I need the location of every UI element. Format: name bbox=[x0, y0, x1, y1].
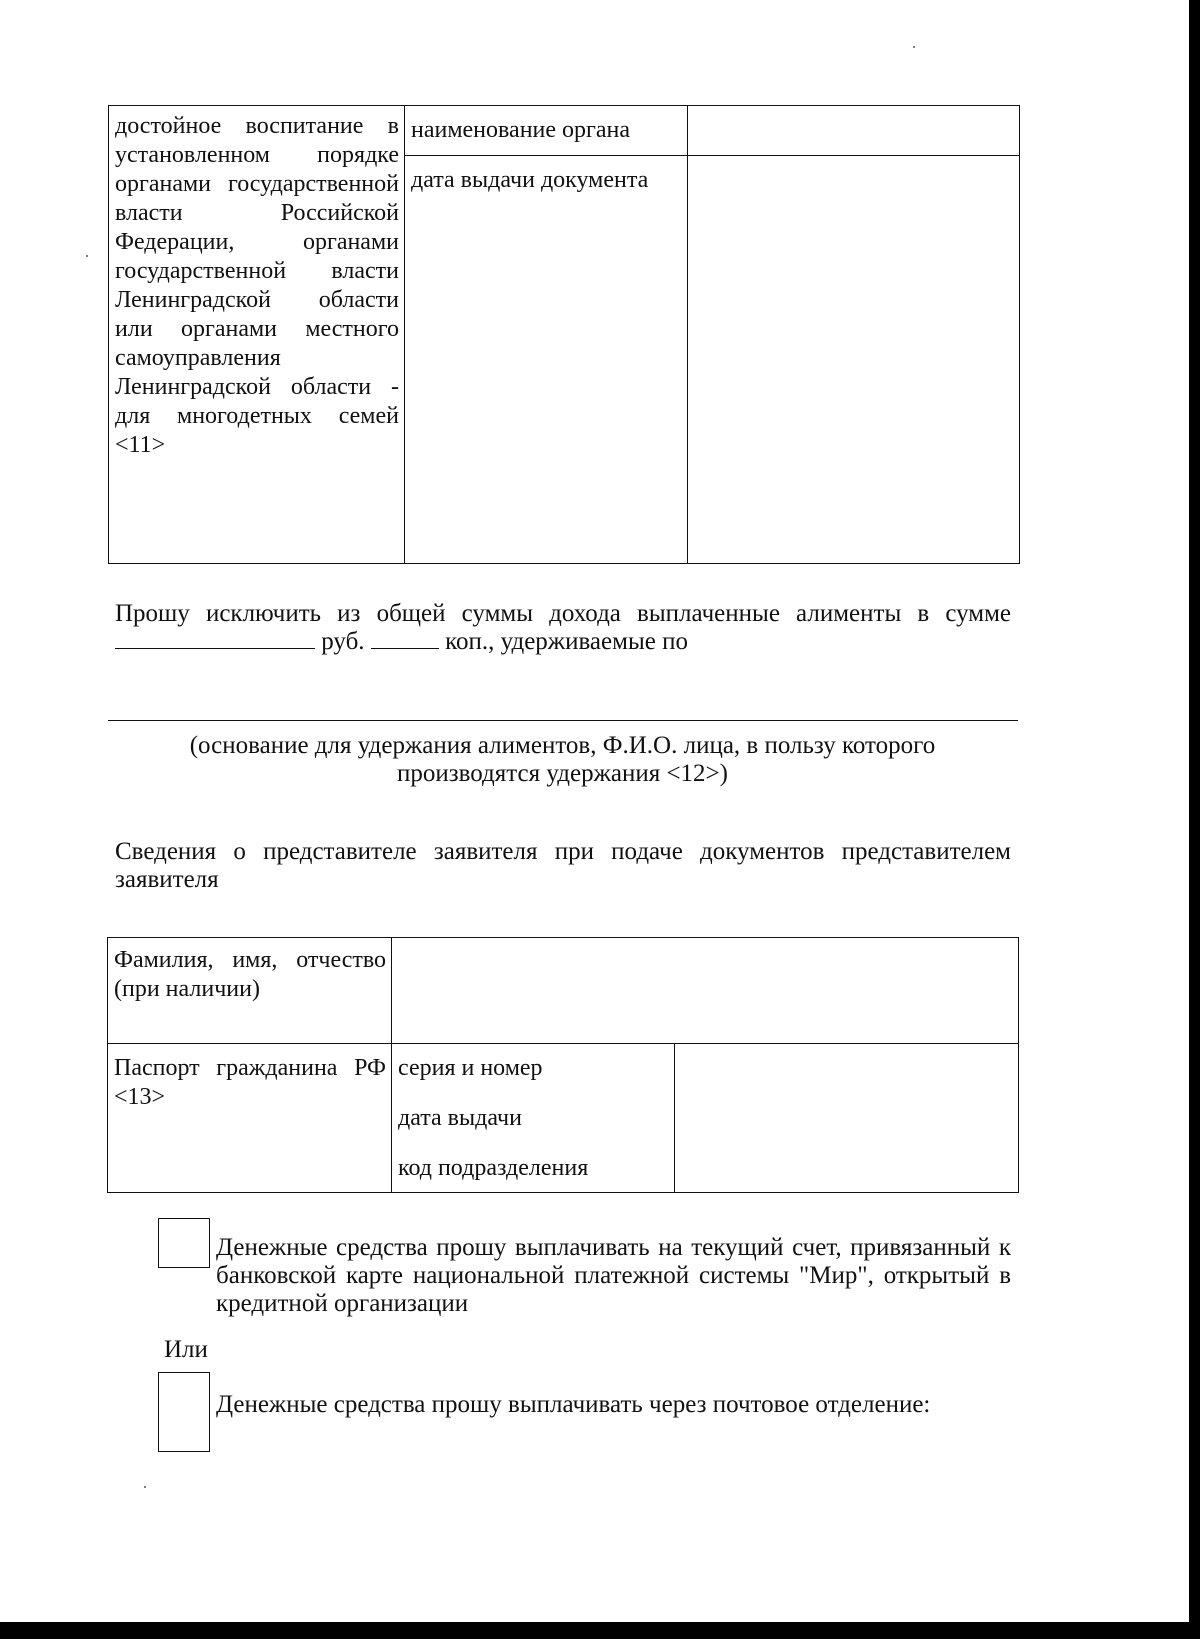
multichild-family-text: достойное воспитание в установленном порядке органами государственной власти Российской Федерации, органами государственной власти Ленинградской области или органами местного самоуправления Ленинградской области - для многодетных семей <11> bbox=[115, 113, 399, 458]
passport-issue-date-label: дата выдачи bbox=[398, 1105, 522, 1131]
alimony-basis-caption: (основание для удержания алиментов, Ф.И.О. лица, в пользу которого производятся удержания <12>) bbox=[189, 732, 936, 787]
or-label: Или bbox=[164, 1336, 208, 1363]
representative-heading: Сведения о представителе заявителя при подаче документов представителем заявителя bbox=[115, 838, 1011, 893]
scan-speck bbox=[86, 255, 88, 257]
authority-name-label: наименование органа bbox=[411, 117, 631, 143]
alimony-rub-field[interactable] bbox=[115, 630, 315, 649]
fio-label: Фамилия, имя, отчество (при наличии) bbox=[114, 947, 386, 1002]
scan-border-right bbox=[1189, 0, 1200, 1639]
passport-division-code-label: код подразделения bbox=[398, 1155, 589, 1181]
scan-speck bbox=[913, 46, 915, 48]
table1-row2-label-cell bbox=[405, 156, 688, 564]
post-payment-checkbox[interactable] bbox=[158, 1372, 210, 1452]
card-payment-checkbox[interactable] bbox=[158, 1218, 210, 1268]
alimony-paragraph: Прошу исключить из общей суммы дохода выплаченные алименты в сумме руб. коп., удерживаемые по bbox=[115, 600, 1011, 655]
passport-values-field[interactable] bbox=[675, 1044, 1019, 1193]
fio-label-cell bbox=[108, 938, 392, 1044]
passport-label-cell bbox=[108, 1044, 392, 1193]
card-payment-label: Денежные средства прошу выплачивать на текущий счет, привязанный к банковской карте национальной платежной системы "Мир", открытый в кредитной организации bbox=[216, 1234, 1011, 1317]
alimony-kop-field[interactable] bbox=[371, 630, 439, 649]
passport-label: Паспорт гражданина РФ <13> bbox=[114, 1055, 386, 1110]
document-date-label: дата выдачи документа bbox=[411, 167, 649, 193]
table1-row1-label-cell bbox=[405, 106, 688, 156]
passport-fields-cell bbox=[392, 1044, 675, 1193]
post-payment-label: Денежные средства прошу выплачивать через почтовое отделение: bbox=[216, 1391, 931, 1418]
scan-border-bottom bbox=[0, 1622, 1200, 1639]
scan-speck bbox=[144, 1486, 146, 1488]
document-date-field[interactable] bbox=[688, 156, 1020, 564]
fio-field[interactable] bbox=[392, 938, 1019, 1044]
alimony-basis-line[interactable] bbox=[108, 720, 1018, 721]
passport-series-number-label: серия и номер bbox=[398, 1055, 543, 1081]
document-table-top bbox=[108, 105, 1020, 564]
table1-left-cell bbox=[109, 106, 405, 564]
representative-table bbox=[107, 937, 1019, 1193]
authority-name-field[interactable] bbox=[688, 106, 1020, 156]
